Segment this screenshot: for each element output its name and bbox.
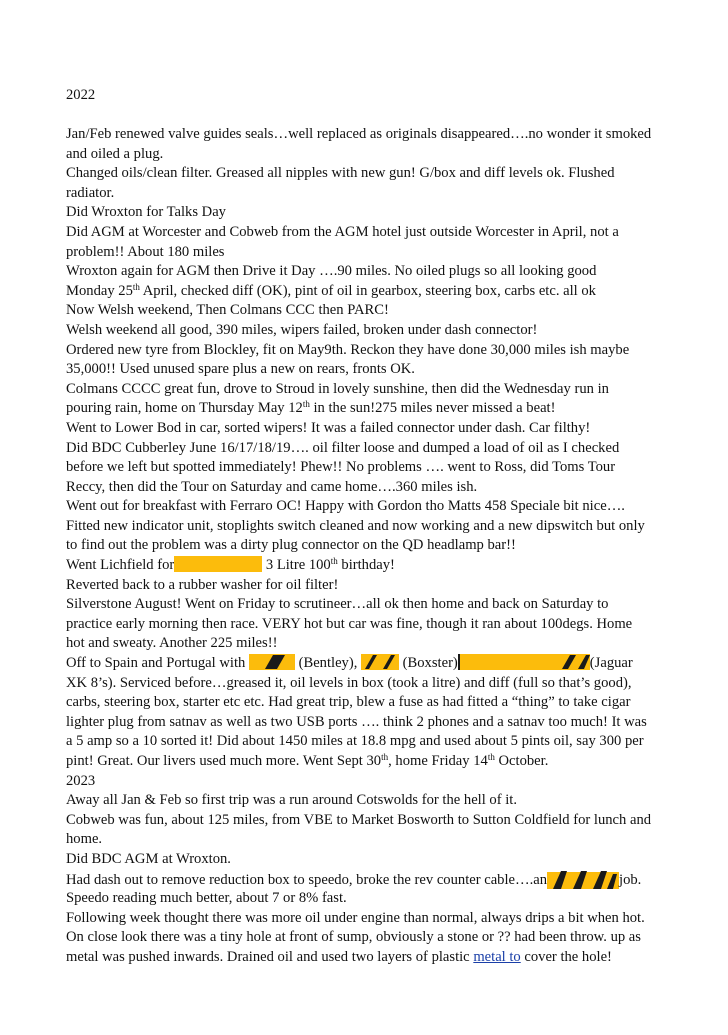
- text-line: Now Welsh weekend, Then Colmans CCC then PARC!: [66, 302, 389, 319]
- year-heading-2022: 2022: [66, 87, 96, 103]
- text-line: 35,000!! Used unused spare plus a new on rears, fronts OK.: [66, 361, 415, 378]
- text-line: pouring rain, home on Thursday May 12th in the sun!275 miles never missed a beat!: [66, 399, 556, 417]
- text-line: Did Wroxton for Talks Day: [66, 204, 226, 221]
- text-line: problem!! About 180 miles: [66, 243, 225, 260]
- year-heading-2023: 2023: [66, 772, 96, 789]
- text-line: Welsh weekend all good, 390 miles, wipers failed, broken under dash connector!: [66, 321, 538, 338]
- text-line: Colmans CCCC great fun, drove to Stroud in lovely sunshine, then did the Wednesday run in: [66, 380, 609, 397]
- text-line: Went Lichfield for 3 Litre 100th birthday!: [66, 556, 395, 574]
- metal-link[interactable]: metal to: [473, 948, 521, 965]
- text-line: pint! Great. Our livers used much more. Went Sept 30th, home Friday 14th October.: [66, 752, 549, 769]
- text-line: hot and sweaty. Another 225 miles!!: [66, 635, 278, 652]
- text-line: before we left but spotted immediately! Phew!! No problems …. went to Ross, did Toms Tour: [66, 459, 616, 476]
- text-line: to find out the problem was a dirty plug connector on the QD headlamp bar!!: [66, 537, 516, 554]
- text-line: Did BDC Cubberley June 16/17/18/19…. oil filter loose and dumped a load of oil as I checked: [66, 439, 620, 456]
- text-line: Off to Spain and Portugal with (Bentley), (Boxster) (Jaguar: [66, 655, 633, 672]
- text-line: carbs, steering box, starter etc etc. Had great trip, blew a fuse as had fitted a “thing” to take cigar: [66, 694, 631, 711]
- text-line: Did BDC AGM at Wroxton.: [66, 850, 231, 867]
- text-line: practice early morning then race. VERY hot but car was fine, though it ran about 100degs. Home: [66, 615, 633, 632]
- text-line: Cobweb was fun, about 125 miles, from VBE to Market Bosworth to Sutton Coldfield for lunch and: [66, 811, 652, 828]
- text-line: Silverstone August! Went on Friday to scrutineer…all ok then home and back on Saturday to: [66, 596, 609, 613]
- text-line: Had dash out to remove reduction box to speedo, broke the rev counter cable….an job.: [66, 871, 642, 888]
- text-line: Fitted new indicator unit, stoplights switch cleaned and now working and a new dipswitch but only: [66, 517, 645, 534]
- text-line: Went to Lower Bod in car, sorted wipers! It was a failed connector under dash. Car filthy!: [66, 419, 591, 436]
- text-line: Changed oils/clean filter. Greased all nipples with new gun! G/box and diff levels ok. Flushed: [66, 165, 615, 182]
- text-line: Reverted back to a rubber washer for oil filter!: [66, 576, 339, 593]
- text-line: Ordered new tyre from Blockley, fit on May9th. Reckon they have done 30,000 miles ish maybe: [66, 341, 630, 358]
- redaction-mark: [458, 654, 590, 670]
- redaction-mark: [174, 556, 262, 572]
- text-line: lighter plug from satnav as well as two USB ports …. think 2 phones and a satnav too much! It was: [66, 713, 647, 730]
- text-line: XK 8’s). Serviced before…greased it, oil levels in box (took a litre) and diff (full so that’s good),: [66, 674, 632, 691]
- text-line: and oiled a plug.: [66, 145, 164, 162]
- text-line: Monday 25th April, checked diff (OK), pint of oil in gearbox, steering box, carbs etc. all ok: [66, 281, 596, 299]
- text-line: Speedo reading much better, about 7 or 8% fast.: [66, 890, 347, 907]
- text-line: Wroxton again for AGM then Drive it Day ….90 miles. No oiled plugs so all looking good: [66, 263, 597, 280]
- text-line: radiator.: [66, 184, 115, 201]
- text-line: home.: [66, 831, 103, 848]
- text-line: a 5 amp so a 10 sorted it! Did about 1450 miles at 18.8 mpg and used about 5 pints oil, say 300 per: [66, 733, 644, 750]
- redaction-mark: [249, 654, 295, 670]
- text-line: Reccy, then did the Tour on Saturday and came home….360 miles ish.: [66, 478, 478, 495]
- text-line: Did AGM at Worcester and Cobweb from the AGM hotel just outside Worcester in April, not a: [66, 223, 619, 240]
- text-line: Following week thought there was more oil under engine than normal, always drips a bit when hot.: [66, 909, 645, 926]
- redaction-mark: [547, 870, 619, 889]
- document-body: [66, 125, 666, 968]
- text-line: On close look there was a tiny hole at front of sump, obviously a stone or ?? had been throw. up as: [66, 929, 641, 946]
- text-line: Went out for breakfast with Ferraro OC! Happy with Gordon tho Matts 458 Speciale bit nice….: [66, 498, 625, 515]
- redaction-mark: [361, 654, 399, 670]
- text-line: metal was pushed inwards. Drained oil and used two layers of plastic metal to cover the hole!: [66, 948, 612, 965]
- text-line: Jan/Feb renewed valve guides seals…well replaced as originals disappeared….no wonder it smoked: [66, 126, 652, 142]
- text-line: Away all Jan & Feb so first trip was a run around Cotswolds for the hell of it.: [66, 792, 517, 809]
